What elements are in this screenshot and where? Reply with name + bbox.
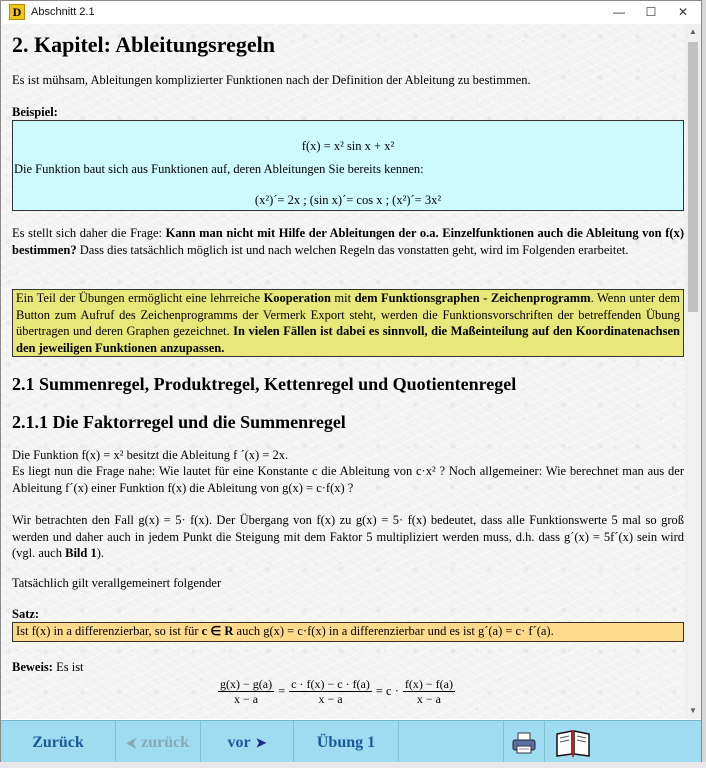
maximize-icon: ☐ — [645, 5, 657, 19]
beweis-text: Es ist — [52, 660, 84, 674]
forward-label: vor — [227, 733, 251, 751]
example-box — [12, 120, 684, 211]
back-label: Zurück — [32, 733, 84, 751]
print-button[interactable] — [504, 721, 545, 764]
question-bold: Kann man nicht mit Hilfe der Ableitungen der o.a. Einzelfunktionen auch die Ableitung von f(x) bestimmen? — [12, 226, 684, 257]
para2-text: Wir betrachten den Fall g(x) = 5· f(x). Der Übergang von f(x) zu g(x) = 5· f(x) bedeutet, dass alle Funktionswerte 5 mal so groß werden und daher auch in jedem Punkt die Steigung mit dem Faktor 5 multipliziert werden muss, d.h. dass g´(x) = 5f´(x) sein wird (vgl. auch — [12, 513, 684, 560]
arrow-left-icon: ⮜ — [126, 734, 137, 750]
proof-formula — [218, 677, 455, 706]
equals-2: = c · — [375, 684, 399, 699]
question-paragraph — [12, 225, 684, 258]
nav-spacer — [399, 721, 504, 764]
example-formula: f(x) = x² sin x + x² — [301, 139, 395, 153]
equals-1: = — [278, 684, 286, 699]
factor-paragraph-2: Es liegt nun die Frage nahe: Wie lautet für eine Konstante c die Ableitung von c·x² ? Noch allgemeiner: Wie berechnet man aus der Ableitung f´(x) einer Funktion f(x) die Ableitung von g(x) = c·f(x) ? — [12, 464, 684, 495]
factor-paragraph-1: Die Funktion f(x) = x² besitzt die Ableitung f ´(x) = 2x. — [12, 448, 289, 462]
close-button[interactable] — [667, 1, 699, 23]
back-button[interactable] — [1, 721, 116, 764]
frac2-numerator: c · f(x) − c · f(a) — [291, 677, 370, 691]
fraction-3 — [403, 677, 455, 706]
vertical-scrollbar[interactable] — [685, 24, 701, 719]
section-2-1-heading: 2.1 Summenregel, Produktregel, Kettenregel und Quotientenregel — [12, 374, 517, 394]
section-2-1-1-heading: 2.1.1 Die Faktorregel und die Summenregel — [12, 412, 346, 432]
question-rest: Dass dies tatsächlich möglich ist und nach welchen Regeln das vonstatten geht, wird im Folgenden erarbeitet. — [76, 242, 629, 257]
book-button[interactable] — [545, 721, 601, 764]
example-text: Die Funktion baut sich aus Funktionen auf, deren Ableitungen Sie bereits kennen: — [14, 162, 424, 176]
coop-text-1: Ein Teil der Übungen ermöglicht eine lehrreiche — [16, 291, 264, 305]
forward-button[interactable] — [201, 721, 294, 764]
exercise-button[interactable] — [294, 721, 399, 764]
exercise-label: Übung 1 — [316, 733, 376, 751]
arrow-right-icon: ➤ — [255, 734, 267, 750]
frac1-numerator: g(x) − g(a) — [220, 677, 273, 691]
bild-1-link[interactable]: Bild 1 — [65, 546, 97, 560]
coop-bold-1: Kooperation — [263, 291, 331, 305]
theorem-box — [12, 622, 684, 642]
frac1-denominator: x − a — [233, 692, 259, 706]
cooperation-note — [12, 289, 684, 357]
chapter-title: 2. Kapitel: Ableitungsregeln — [12, 32, 275, 57]
minimize-button[interactable] — [603, 1, 635, 23]
beweis-label: Beweis: — [12, 660, 53, 674]
coop-text-3: . Wenn unter dem Button zum Aufruf des Zeichenprogramms der Vermerk Export steht, werden die Funktionsvorschriften der betreffenden Übung übertragen und deren Graphen gezeichnet. — [16, 291, 681, 338]
maximize-button[interactable] — [635, 1, 667, 23]
coop-bold-3: In vielen Fällen ist dabei es sinnvoll, die Maßeinteilung auf den Koordinatenachsen den jeweiligen Funktionen anzupassen. — [16, 324, 680, 355]
intro-text: Es ist mühsam, Ableitungen komplizierter Funktionen nach der Definition der Ableitung zu bestimmen. — [12, 73, 531, 87]
coop-bold-2: dem Funktionsgraphen - Zeichenprogramm — [354, 291, 591, 305]
coop-text-2: mit — [330, 291, 355, 305]
close-icon: ✕ — [677, 5, 689, 19]
proof-line — [12, 659, 684, 676]
scroll-up-icon[interactable]: ▲ — [689, 27, 697, 36]
para2-end: ). — [96, 546, 105, 560]
satz-label: Satz: — [12, 607, 40, 621]
book-icon — [553, 728, 593, 758]
minimize-icon: — — [613, 5, 625, 19]
title-bar — [1, 1, 701, 23]
scroll-down-icon[interactable]: ▼ — [689, 706, 697, 715]
example-label: Beispiel: — [12, 105, 58, 119]
document-content — [1, 24, 685, 719]
question-intro: Es stellt sich daher die Frage: — [12, 226, 166, 240]
example-derivatives: (x²)´= 2x ; (sin x)´= cos x ; (x²)´= 3x² — [254, 193, 442, 207]
window-title: Abschnitt 2.1 — [31, 6, 95, 18]
satz-text-1: Ist f(x) in a differenzierbar, so ist für — [16, 624, 202, 638]
frac2-denominator: x − a — [318, 692, 343, 706]
scroll-thumb[interactable] — [688, 42, 698, 312]
satz-bold: c ∈ R — [201, 624, 234, 638]
background-strip — [0, 762, 706, 768]
app-logo-icon: D — [9, 4, 25, 20]
fraction-1 — [218, 677, 274, 706]
printer-icon — [510, 731, 538, 755]
frac3-numerator: f(x) − f(a) — [404, 677, 453, 691]
general-intro: Tatsächlich gilt verallgemeinert folgender — [12, 576, 222, 590]
satz-text-2: auch g(x) = c·f(x) in a differenzierbar und es ist g´(a) = c· f´(a). — [233, 624, 554, 638]
back-step-label: zurück — [141, 733, 190, 751]
factor-paragraph-3 — [12, 512, 684, 562]
frac3-denominator: x − a — [416, 692, 441, 706]
back-step-button[interactable] — [116, 721, 201, 764]
navigation-bar — [1, 720, 701, 764]
fraction-2 — [289, 677, 372, 706]
